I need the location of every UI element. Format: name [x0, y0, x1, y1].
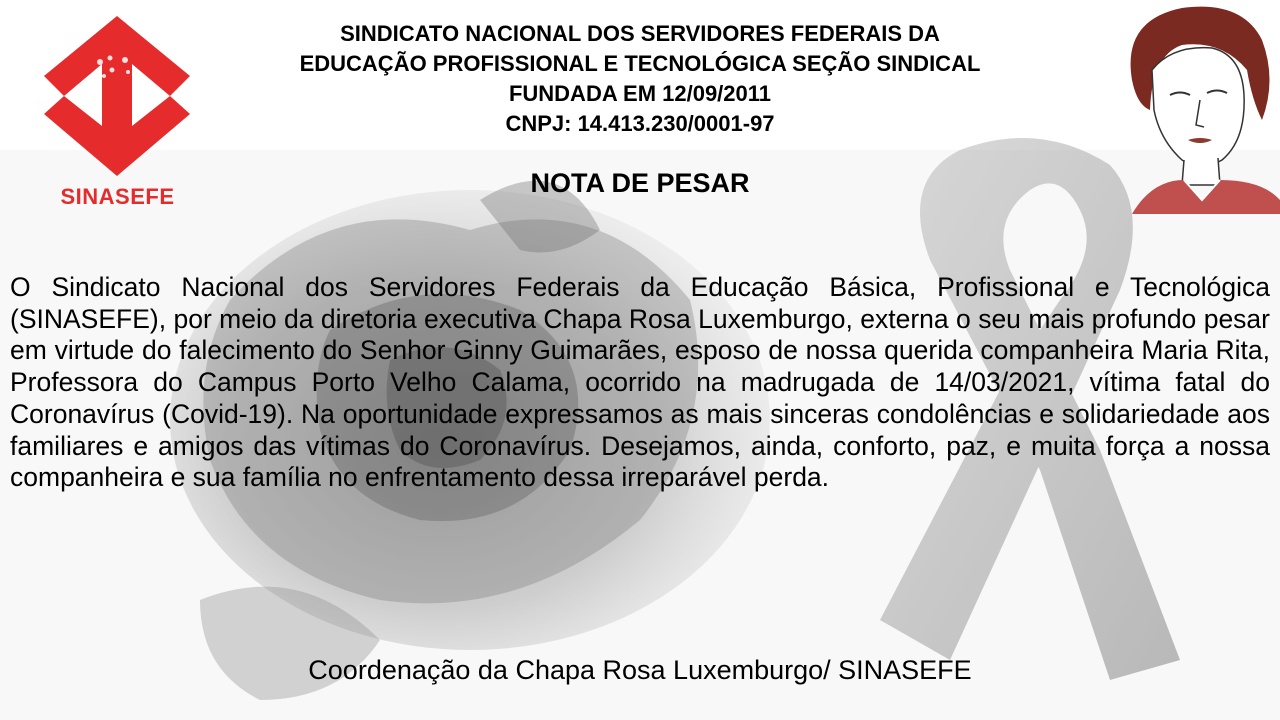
logo-text: SINASEFE [60, 184, 175, 209]
header-line-1: SINDICATO NACIONAL DOS SERVIDORES FEDERAIS DA [340, 21, 940, 46]
sinasefe-logo [40, 14, 195, 209]
page-title: NOTA DE PESAR [530, 168, 750, 198]
header-line-2: EDUCAÇÃO PROFISSIONAL E TECNOLÓGICA SEÇÃO SINDICAL [299, 51, 981, 76]
signature [0, 655, 1280, 686]
header-line-4: CNPJ: 14.413.230/0001-97 [505, 111, 775, 136]
rosa-luxemburgo-portrait-icon [1112, 0, 1280, 214]
signature-text: Coordenação da Chapa Rosa Luxemburgo/ SINASEFE [308, 655, 972, 685]
condolence-text: O Sindicato Nacional dos Servidores Federais da Educação Básica, Profissional e Tecnológica (SINASEFE), por meio da diretoria executiva Chapa Rosa Luxemburgo, externa o seu mais profundo pesar em virtude do falecimento do Senhor Ginny Guimarães, esposo de nossa querida companheira Maria Rita, Professora do Campus Porto Velho Calama, ocorrido na madrugada de 14/03/2021, vítima fatal do Coronavírus (Covid-19). Na oportunidade expressamos as mais sinceras condolências e solidariedade aos familiares e amigos das vítimas do Coronavírus. Desejamos, ainda, conforto, paz, e muita força a nossa companheira e sua família no enfrentamento dessa irreparável perda. [10, 272, 1270, 493]
sinasefe-logo-icon [40, 14, 195, 179]
union-header [215, 19, 1065, 139]
header-line-3: FUNDADA EM 12/09/2011 [508, 81, 772, 106]
